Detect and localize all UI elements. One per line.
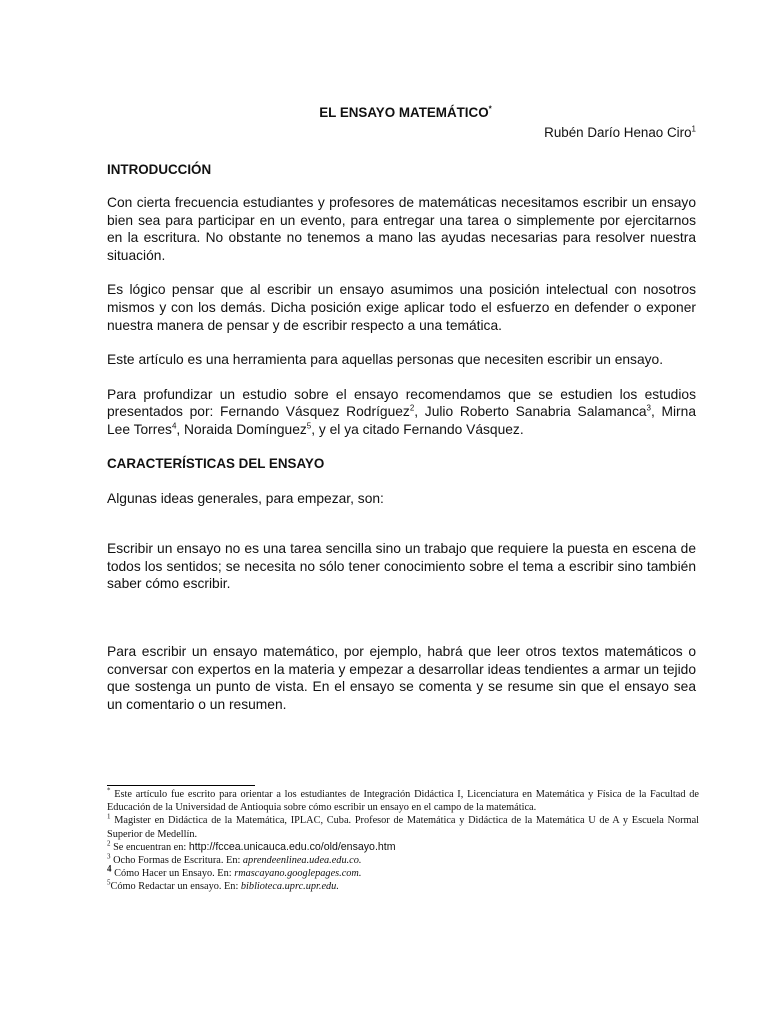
document-body (107, 104, 696, 713)
title-text: EL ENSAYO MATEMÁTICO (319, 105, 489, 120)
footnote-separator (107, 785, 255, 786)
title-footnote-mark: * (488, 104, 492, 114)
paragraph-intro-1: Con cierta frecuencia estudiantes y profesores de matemáticas necesitamos escribir un ensayo bien sea para participar en un evento, para entregar una tarea o simplemente por ejercitarnos en la escritura. No obstante no tenemos a mano las ayudas necesarias para resolver nuestra situación. (107, 195, 696, 263)
author-name: Rubén Darío Henao Ciro (544, 125, 692, 140)
document-title (107, 104, 696, 122)
footnote-1: $^1$ Magister en Didáctica de la Matemática, IPLAC, Cuba. Profesor de Matemática y Didáctica de la Matemática U de A y Escuela Normal Superior de Medellín. (107, 812, 699, 840)
paragraph-intro-4: Para profundizar un estudio sobre el ensayo recomendamos que se estudien los estudios presentados por: Fernando Vásquez Rodríguez$^2$, Julio Roberto Sanabria Salamanca$^3$, Mirna Lee Torres$^4$, Noraida Domínguez$^5$, y el ya citado Fernando Vásquez. (107, 386, 696, 437)
footnote-ref-2: 2 (409, 403, 415, 413)
footnote-star: * Este artículo fue escrito para orientar a los estudiantes de Integración Didáctica I, Licenciatura en Matemática y Física de la Facultad de Educación de la Universidad de Antioquia sobre cómo escribir un ensayo en el campo de la matemática. (107, 786, 699, 814)
footnote-ref-3: 3 (646, 403, 651, 413)
footnote-2-link[interactable]: http://fccea.unicauca.edu.co/old/ensayo.htm (188, 840, 396, 853)
heading-introduccion: INTRODUCCIÓN (107, 162, 212, 177)
author-footnote-mark: 1 (691, 124, 696, 134)
paragraph-char-3: Para escribir un ensayo matemático, por ejemplo, habrá que leer otros textos matemáticos o conversar con expertos en la materia y empezar a desarrollar ideas tendientes a armar un tejido que sostenga un punto de vista. En el ensayo se comenta y se resume sin que el ensayo sea un comentario o un resumen. (107, 643, 696, 712)
footnote-4: 4 Cómo Hacer un Ensayo. En: rmascayano.googlepages.com. (107, 863, 362, 880)
paragraph-intro-2: Es lógico pensar que al escribir un ensayo asumimos una posición intelectual con nosotros mismos y con los demás. Dicha posición exige aplicar todo el esfuerzo en defender o exponer nuestra manera de pensar y de escribir respecto a una temática. (107, 282, 696, 333)
paragraph-intro-3: Este artículo es una herramienta para aquellas personas que necesiten escribir un ensayo. (107, 352, 664, 368)
footnote-5: $^5$Cómo Redactar un ensayo. En: biblioteca.uprc.upr.edu. (107, 879, 339, 893)
author-line (107, 124, 696, 142)
paragraph-char-2: Escribir un ensayo no es una tarea sencilla sino un trabajo que requiere la puesta en escena de todos los sentidos; se necesita no sólo tener conocimiento sobre el tema a escribir sino también saber cómo escribir. (107, 541, 696, 592)
footnote-3-source: aprendeenlinea.udea.edu.co. (242, 855, 362, 867)
heading-caracteristicas: CARACTERÍSTICAS DEL ENSAYO (107, 455, 325, 471)
footnote-4-source: rmascayano.googlepages.com. (234, 868, 362, 880)
footnote-ref-5: 5 (306, 421, 312, 431)
footnotes (107, 785, 699, 894)
footnote-2: $^2$ Se encuentran en: http://fccea.unicauca.edu.co/old/ensayo.htm (107, 839, 396, 853)
footnote-5-source: biblioteca.uprc.upr.edu. (240, 881, 339, 893)
footnote-3: $^3$ Ocho Formas de Escritura. En: aprendeenlinea.udea.edu.co. (107, 852, 362, 867)
footnote-ref-4: 4 (171, 421, 177, 431)
paragraph-char-1: Algunas ideas generales, para empezar, son: (107, 490, 384, 506)
